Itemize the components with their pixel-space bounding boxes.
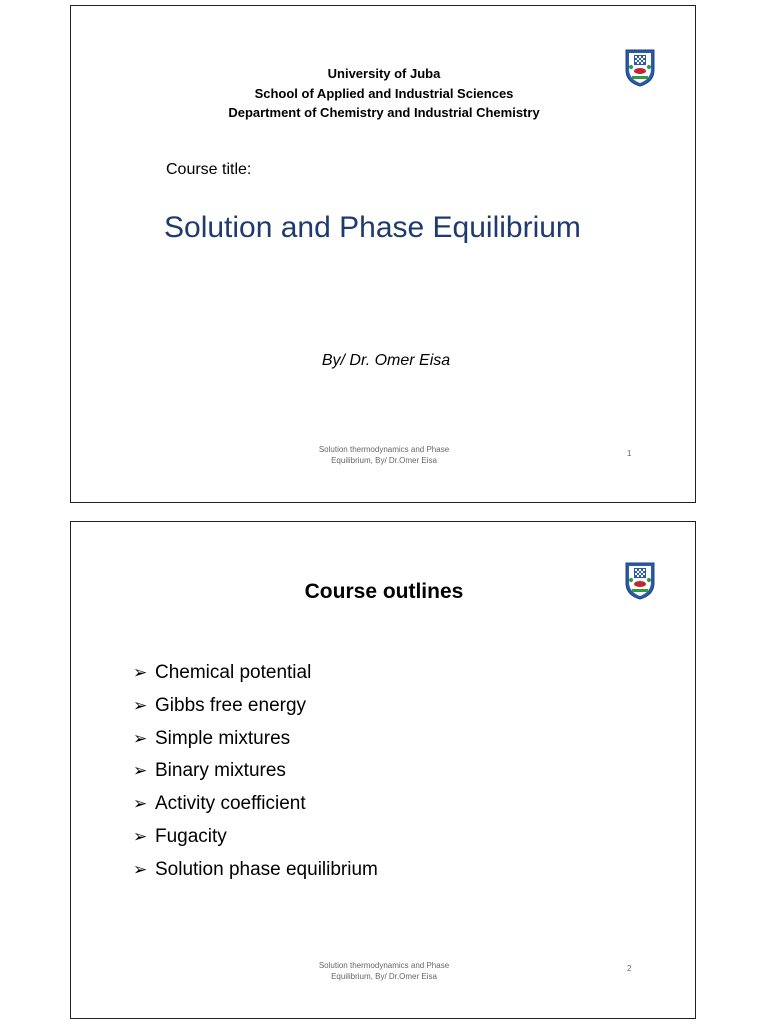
page-number: 2 (627, 964, 632, 973)
institution-header (71, 64, 697, 123)
course-title-label: Course title: (166, 161, 252, 178)
arrow-bullet-icon: ➢ (133, 663, 148, 682)
arrow-bullet-icon: ➢ (133, 728, 148, 748)
arrow-bullet-icon: ➢ (133, 826, 148, 846)
list-item (133, 723, 378, 756)
outline-title: Course outlines (304, 580, 464, 603)
footer-line-2: Equilibrium, By/ Dr.Omer Eisa (331, 972, 437, 981)
page-number: 1 (627, 449, 632, 458)
list-item (133, 821, 378, 854)
list-item (133, 690, 378, 723)
footer-line-1: Solution thermodynamics and Phase (318, 961, 450, 970)
course-title: Solution and Phase Equilibrium (164, 211, 581, 244)
list-item-label: Simple mixtures (155, 727, 291, 749)
list-item-label: Solution phase equilibrium (155, 858, 378, 880)
list-item (133, 755, 378, 788)
list-item-label: Chemical potential (155, 662, 312, 683)
arrow-bullet-icon: ➢ (133, 695, 148, 715)
arrow-bullet-icon: ➢ (133, 761, 148, 781)
department-name: Department of Chemistry and Industrial Chemistry (228, 105, 540, 120)
outline-list (133, 657, 378, 887)
list-item (133, 657, 378, 690)
slide-footer (284, 444, 484, 466)
school-name: School of Applied and Industrial Sciences (254, 85, 514, 101)
slide-1 (70, 5, 696, 503)
footer-line-2: Equilibrium, By/ Dr.Omer Eisa (331, 456, 437, 465)
list-item (133, 854, 378, 887)
list-item-label: Activity coefficient (155, 793, 306, 815)
list-item-label: Gibbs free energy (155, 694, 307, 716)
arrow-bullet-icon: ➢ (133, 794, 148, 814)
slide-footer (284, 960, 484, 982)
author: By/ Dr. Omer Eisa (321, 352, 451, 369)
university-name: University of Juba (327, 66, 441, 81)
list-item (133, 788, 378, 821)
slide-2 (70, 521, 696, 1019)
list-item-label: Fugacity (155, 825, 227, 847)
list-item-label: Binary mixtures (155, 760, 286, 782)
arrow-bullet-icon: ➢ (133, 859, 148, 879)
footer-line-1: Solution thermodynamics and Phase (318, 445, 450, 454)
